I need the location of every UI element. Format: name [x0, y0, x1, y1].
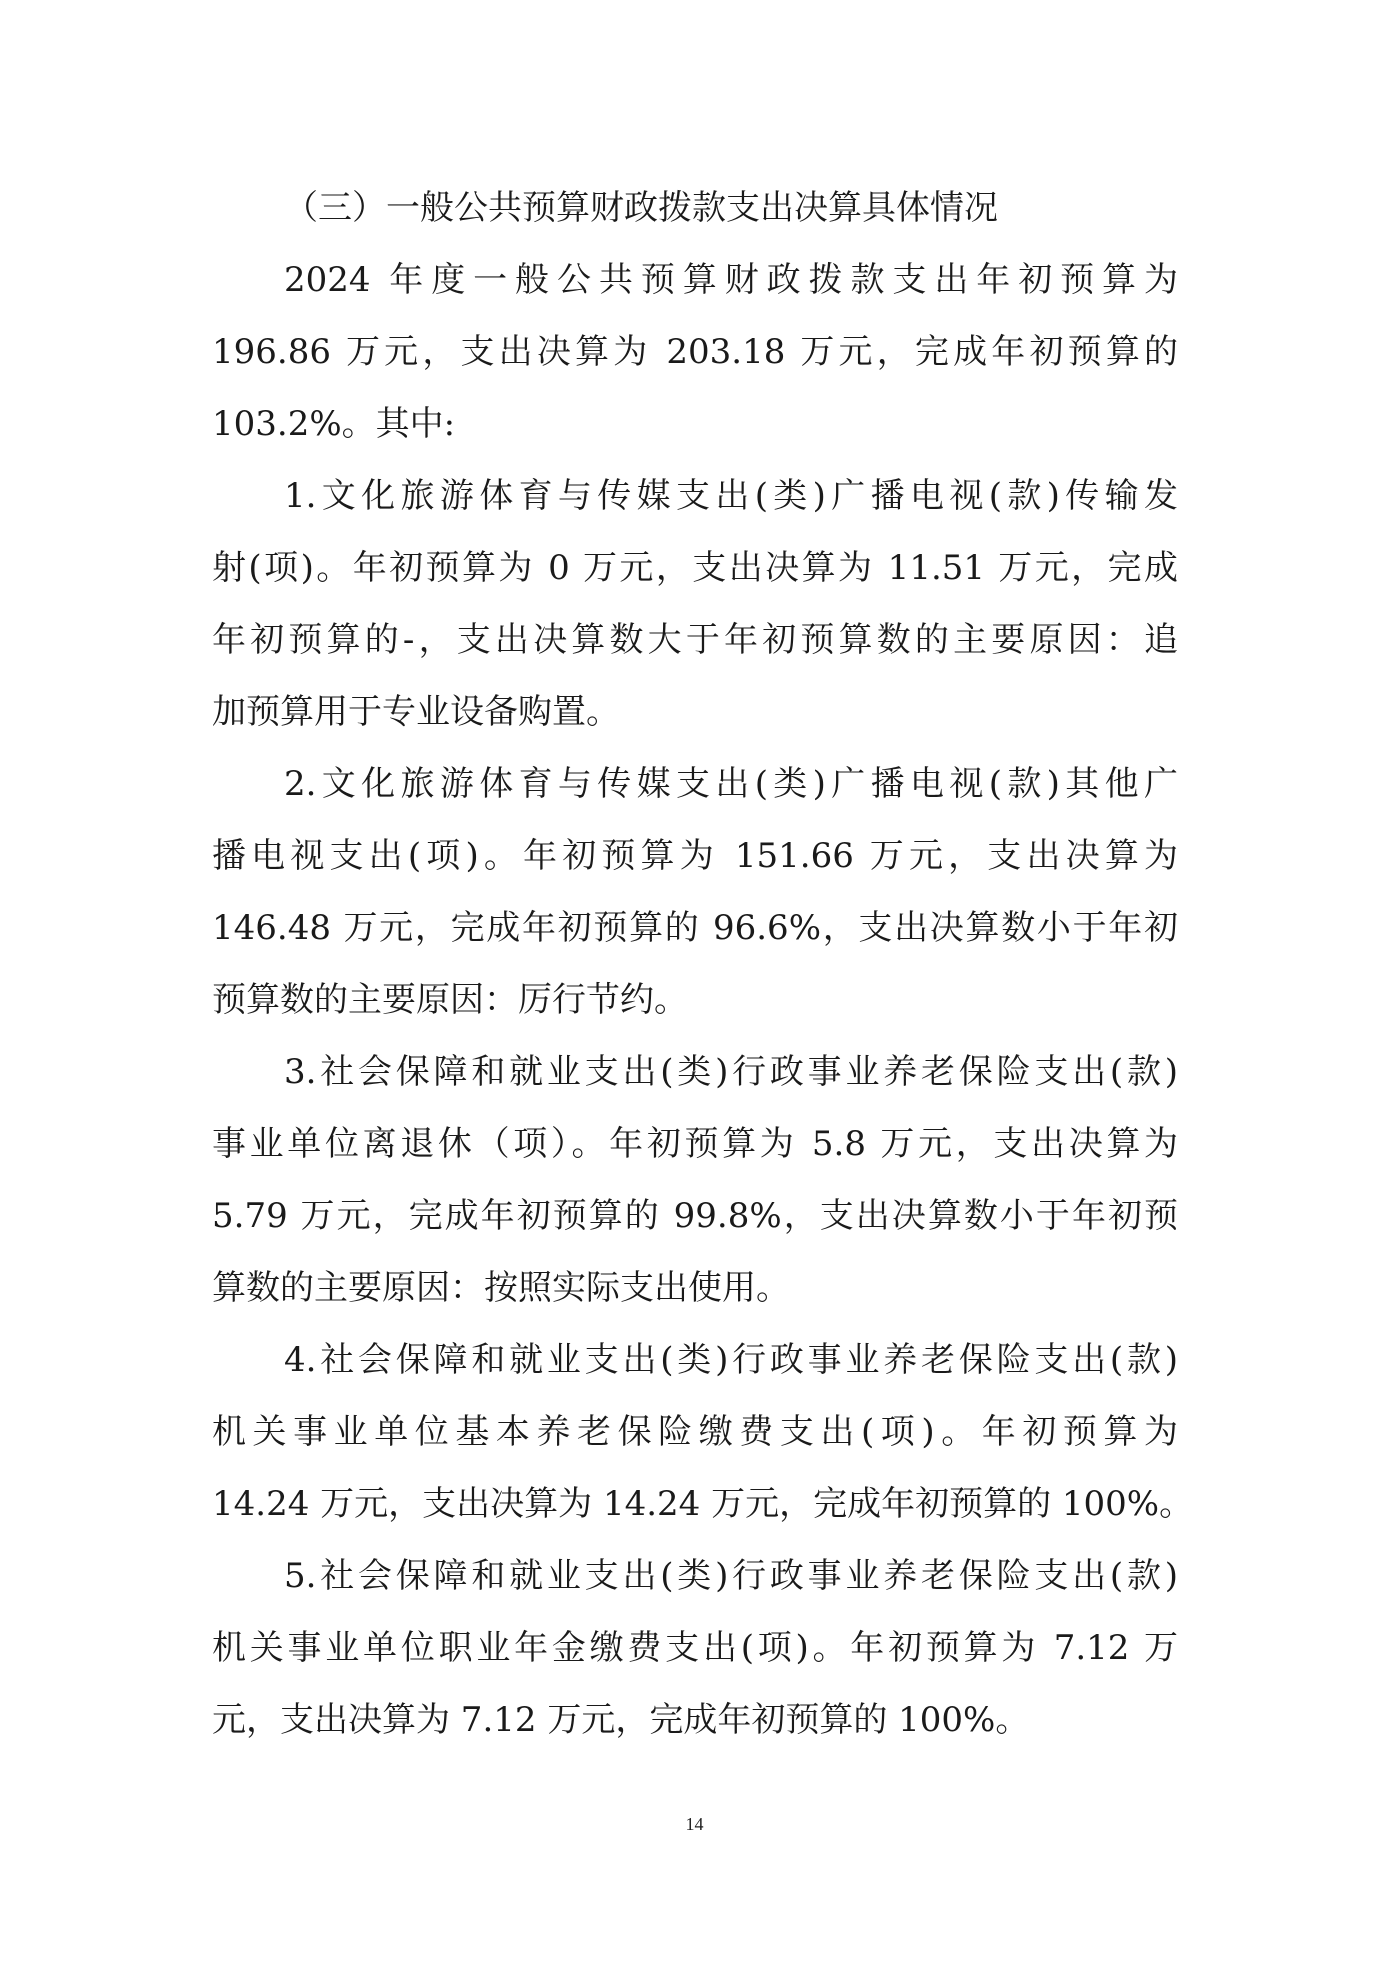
paragraph-item-4 [212, 1324, 1194, 1540]
paragraph-line: 5.79 万元，完成年初预算的 99.8%，支出决算数小于年初预 [212, 1196, 1178, 1236]
paragraph-line: 事业单位离退休（项）。年初预算为 5.8 万元，支出决算为 [212, 1124, 1178, 1164]
paragraph-item-5 [212, 1540, 1178, 1756]
paragraph-line: 146.48 万元，完成年初预算的 96.6%，支出决算数小于年初 [212, 908, 1178, 948]
paragraph-line: 3.社会保障和就业支出(类)行政事业养老保险支出(款) [284, 1052, 1178, 1092]
paragraph-line: 算数的主要原因：按照实际支出使用。 [212, 1268, 790, 1308]
section-heading: （三）一般公共预算财政拨款支出决算具体情况 [284, 188, 998, 228]
paragraph-line: 196.86 万元，支出决算为 203.18 万元，完成年初预算的 [212, 332, 1178, 372]
paragraph-line: 射(项)。年初预算为 0 万元，支出决算为 11.51 万元，完成 [212, 548, 1178, 588]
paragraph-line: 机关事业单位基本养老保险缴费支出(项)。年初预算为 [212, 1412, 1178, 1452]
paragraph-line: 4.社会保障和就业支出(类)行政事业养老保险支出(款) [284, 1340, 1178, 1380]
page-number: 14 [685, 1814, 704, 1834]
paragraph-line: 103.2%。其中: [212, 404, 456, 444]
paragraph-item-3 [212, 1036, 1178, 1324]
paragraph-line: 播电视支出(项)。年初预算为 151.66 万元，支出决算为 [212, 836, 1178, 876]
paragraph-line: 5.社会保障和就业支出(类)行政事业养老保险支出(款) [284, 1556, 1178, 1596]
paragraph-line: 机关事业单位职业年金缴费支出(项)。年初预算为 7.12 万 [212, 1628, 1178, 1668]
paragraph-item-2 [212, 748, 1178, 1036]
paragraph-item-1 [212, 460, 1178, 748]
paragraph-line: 元，支出决算为 7.12 万元，完成年初预算的 100%。 [212, 1700, 1030, 1740]
paragraph-line: 预算数的主要原因：厉行节约。 [212, 980, 688, 1020]
paragraph-line: 2.文化旅游体育与传媒支出(类)广播电视(款)其他广 [284, 764, 1178, 804]
page-content [212, 172, 1194, 1756]
paragraph-summary [212, 244, 1178, 460]
paragraph-line: 1.文化旅游体育与传媒支出(类)广播电视(款)传输发 [284, 476, 1178, 516]
paragraph-line: 2024 年度一般公共预算财政拨款支出年初预算为 [284, 260, 1178, 300]
paragraph-line: 加预算用于专业设备购置。 [212, 692, 620, 732]
paragraph-line: 年初预算的-，支出决算数大于年初预算数的主要原因：追 [212, 620, 1178, 660]
paragraph-line: 14.24 万元，支出决算为 14.24 万元，完成年初预算的 100%。 [212, 1484, 1194, 1524]
